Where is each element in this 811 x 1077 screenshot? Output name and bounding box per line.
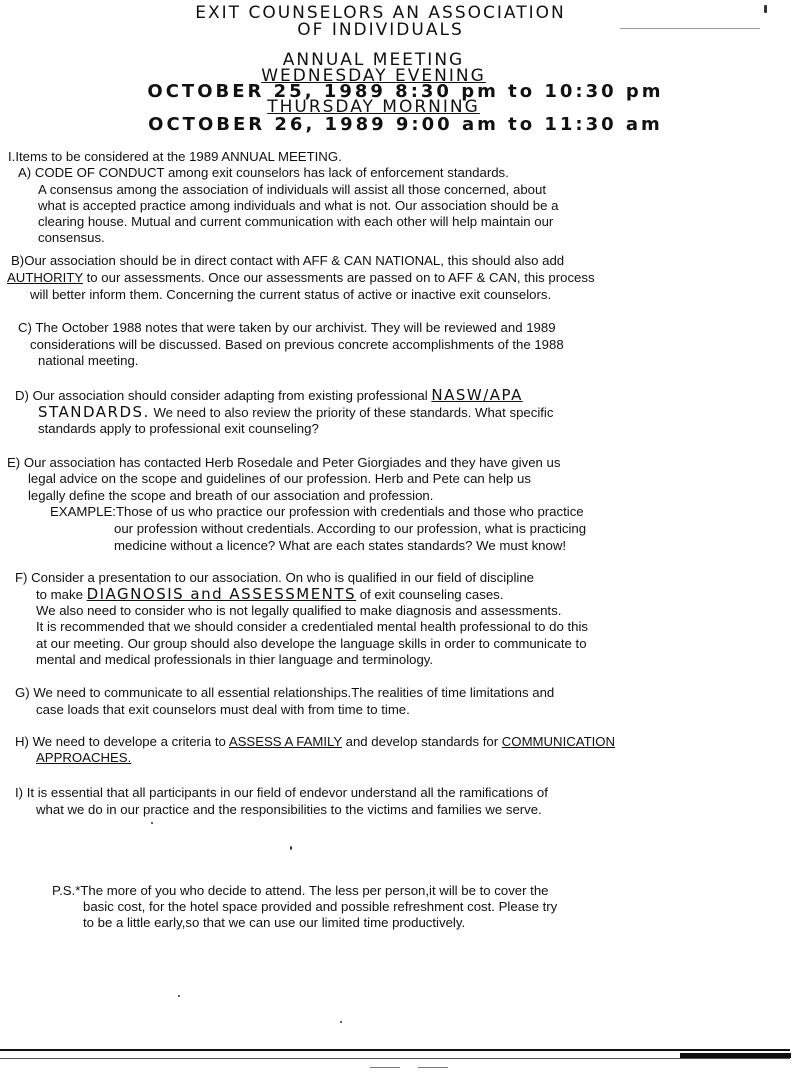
item-f-line: to make DIAGNOSIS and ASSESSMENTS of exit counseling cases.: [36, 585, 504, 603]
bottom-rule-thin: [0, 1058, 790, 1059]
item-d-line: D) Our association should consider adapting from existing professional NASW/APA: [15, 386, 523, 404]
approaches-emphasis: APPROACHES.: [36, 750, 132, 765]
scan-mark: [290, 846, 292, 850]
item-h-line: H) We need to develope a criteria to ASSESS A FAMILY and develop standards for COMMUNICATION: [15, 734, 616, 749]
item-i-line: what we do in our practice and the responsibilities to the victims and families we serve.: [36, 802, 542, 817]
item-d-line: standards apply to professional exit counseling?: [38, 421, 319, 436]
item-c-line: C) The October 1988 notes that were taken by our archivist. They will be reviewed and 1989: [18, 320, 556, 335]
communication-emphasis: COMMUNICATION: [501, 734, 616, 749]
item-e-line: legal advice on the scope and guidelines of our profession. Herb and Pete can help us: [28, 471, 531, 486]
item-e-line: E) Our association has contacted Herb Rosedale and Peter Giorgiades and they have given us: [7, 455, 561, 470]
scan-mark: [764, 5, 767, 13]
item-b-line: B)Our association should be in direct contact with AFF & CAN NATIONAL, this should also add: [11, 253, 565, 268]
postscript-line: P.S.*The more of you who decide to attend. The less per person,it will be to cover the: [52, 883, 549, 898]
item-i-line: I) It is essential that all participants in our field of endevor understand all the ramifications of: [15, 785, 548, 800]
item-f-line: It is recommended that we should consider a credentialed mental health professional to do this: [36, 619, 588, 634]
authority-emphasis: AUTHORITY: [7, 270, 83, 285]
organization-title: EXIT COUNSELORS AN ASSOCIATION: [195, 3, 566, 23]
item-f-line: F) Consider a presentation to our association. On who is qualified in our field of discipline: [15, 570, 534, 585]
agenda-intro: I.Items to be considered at the 1989 ANNUAL MEETING.: [8, 149, 342, 164]
item-f-line: mental and medical professionals in thier language and terminology.: [36, 652, 434, 667]
bottom-rule-fragment: [418, 1067, 448, 1068]
bottom-rule-fragment: [370, 1067, 400, 1068]
scan-mark: [620, 28, 760, 29]
item-a-line: A consensus among the association of individuals will assist all those concerned, about: [38, 182, 547, 197]
item-a-line: consensus.: [38, 230, 105, 245]
scan-mark: [178, 995, 180, 997]
item-a-line: clearing house. Mutual and current communication with each other will help maintain our: [38, 214, 554, 229]
bottom-rule: [0, 1049, 790, 1051]
item-e-example-line: medicine without a licence? What are each states standards? We must know!: [114, 538, 567, 553]
day-one-date: OCTOBER 25, 1989 8:30 pm to 10:30 pm: [147, 81, 664, 102]
postscript-line: basic cost, for the hotel space provided and possible refreshment cost. Please try: [83, 899, 558, 914]
item-g-line: case loads that exit counselors must deal with from time to time.: [36, 702, 410, 717]
item-e-line: legally define the scope and breath of our association and profession.: [28, 488, 434, 503]
item-c-line: national meeting.: [38, 353, 139, 368]
organization-subtitle: OF INDIVIDUALS: [297, 20, 464, 40]
nasw-apa-emphasis: NASW/APA: [431, 386, 523, 404]
item-a-line: what is accepted practice among individuals and what is not. Our association should be a: [38, 198, 559, 213]
standards-emphasis: STANDARDS.: [38, 403, 150, 421]
postscript-line: to be a little early,so that we can use our limited time productively.: [83, 915, 466, 930]
item-f-line: We also need to consider who is not legally qualified to make diagnosis and assessments.: [36, 603, 562, 618]
day-two-heading: THURSDAY MORNING: [267, 97, 480, 117]
item-g-line: G) We need to communicate to all essential relationships.The realities of time limitations and: [15, 685, 555, 700]
item-a-line: A) CODE OF CONDUCT among exit counselors has lack of enforcement standards.: [18, 165, 509, 180]
scan-mark: [151, 822, 153, 824]
diagnosis-assessments-emphasis: DIAGNOSIS and ASSESSMENTS: [86, 585, 357, 603]
day-one-heading: WEDNESDAY EVENING: [261, 66, 486, 86]
item-f-line: at our meeting. Our group should also develope the language skills in order to communicate to: [36, 636, 587, 651]
scan-mark: [340, 1021, 342, 1023]
item-e-example-line: EXAMPLE:Those of us who practice our profession with credentials and those who practice: [50, 504, 584, 519]
item-h-line: [36, 750, 131, 765]
item-b-line: will better inform them. Concerning the current status of active or inactive exit counselors.: [30, 287, 552, 302]
item-d-line: STANDARDS. We need to also review the priority of these standards. What specific: [38, 403, 554, 421]
meeting-title: ANNUAL MEETING: [282, 50, 465, 70]
item-e-example-line: our profession without credentials. According to our profession, what is practicing: [114, 521, 587, 536]
item-b-line: AUTHORITY to our assessments. Once our assessments are passed on to AFF & CAN, this process: [7, 270, 595, 285]
item-c-line: considerations will be discussed. Based on previous concrete accomplishments of the 1988: [30, 337, 564, 352]
day-two-date: OCTOBER 26, 1989 9:00 am to 11:30 am: [148, 114, 663, 135]
assess-family-emphasis: ASSESS A FAMILY: [228, 734, 342, 749]
